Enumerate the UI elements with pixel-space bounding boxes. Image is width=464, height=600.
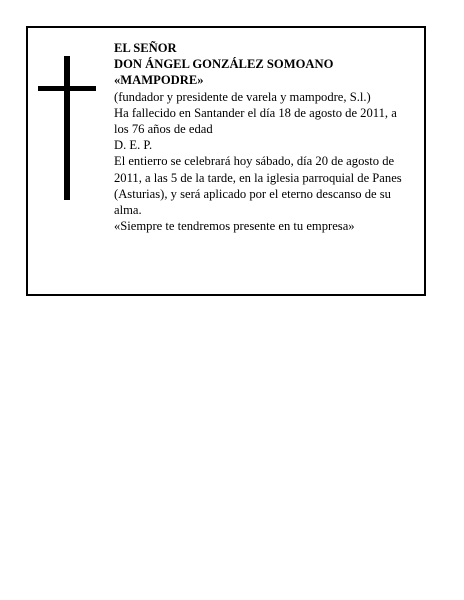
notice-text-block xyxy=(114,40,414,234)
cross-vertical-bar xyxy=(64,56,70,200)
notice-heading-line-1: EL SEÑOR xyxy=(114,41,177,55)
deceased-name: DON ÁNGEL GONZÁLEZ SOMOANO xyxy=(114,57,334,72)
closing-quote: «Siempre te tendremos presente en tu empresa» xyxy=(114,219,355,234)
deceased-role: (fundador y presidente de varela y mampodre, S.l.) xyxy=(114,89,371,104)
obituary-notice xyxy=(26,26,426,296)
latin-cross-icon xyxy=(38,56,98,200)
death-announcement: Ha fallecido en Santander el día 18 de agosto de 2011, a los 76 años de edad xyxy=(114,105,397,137)
funeral-details: El entierro se celebrará hoy sábado, día 20 de agosto de 2011, a las 5 de la tarde, en la iglesia parroquial de Panes (Asturias), y será aplicado por el eterno descanso de su alma. xyxy=(114,154,402,218)
deceased-nickname: «MAMPODRE» xyxy=(114,73,204,88)
cross-horizontal-bar xyxy=(38,86,96,91)
rest-in-peace: D. E. P. xyxy=(114,138,153,153)
